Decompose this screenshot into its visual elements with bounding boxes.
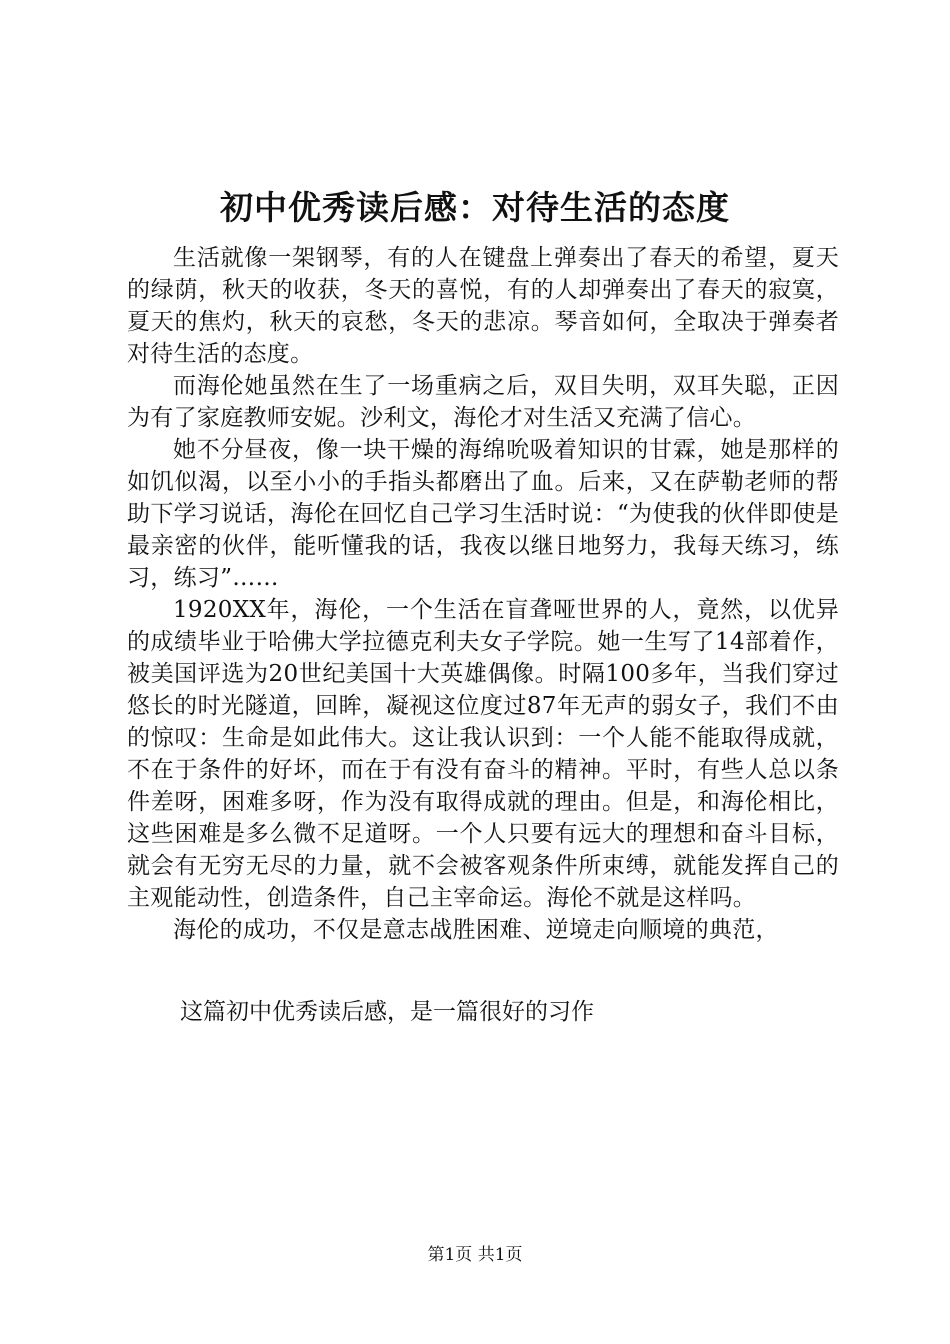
page-footer: 第1页 共1页 xyxy=(427,1245,523,1265)
paragraph: 海伦的成功，不仅是意志战胜困难、逆境走向顺境的典范， xyxy=(173,917,779,943)
closing-comment: 这篇初中优秀读后感，是一篇很好的习作 xyxy=(180,999,594,1025)
paragraph: 1920XX年，海伦，一个生活在盲聋哑世界的人，竟然，以优异的成绩毕业于哈佛大学拉德克利夫女子学院。她一生写了14部着作，被美国评选为20世纪美国十大英雄偶像。时隔100多年，当我们穿过悠长的时光隧道，回眸，凝视这位度过87年无声的弱女子，我们不由的惊叹：生命是如此伟大。这让我认识到：一个人能不能取得成就，不在于条件的好坏，而在于有没有奋斗的精神。平时，有些人总以条件差呀，困难多呀，作为没有取得成就的理由。但是，和海伦相比，这些困难是多么微不足道呀。一个人只要有远大的理想和奋斗目标，就会有无穷无尽的力量，就不会被客观条件所束缚，就能发挥自己的主观能动性，创造条件，自己主宰命运。海伦不就是这样吗。 xyxy=(127,597,839,911)
paragraph: 而海伦她虽然在生了一场重病之后，双目失明，双耳失聪，正因为有了家庭教师安妮。沙利文，海伦才对生活又充满了信心。 xyxy=(127,373,839,431)
document-body xyxy=(127,242,839,946)
paragraph: 她不分昼夜，像一块干燥的海绵吮吸着知识的甘霖，她是那样的如饥似渴，以至小小的手指头都磨出了血。后来，又在萨勒老师的帮助下学习说话，海伦在回忆自己学习生活时说：“为使我的伙伴即使是最亲密的伙伴，能听懂我的话，我夜以继日地努力，我每天练习，练习，练习”…… xyxy=(127,437,839,591)
paragraph: 生活就像一架钢琴，有的人在键盘上弹奏出了春天的希望，夏天的绿荫，秋天的收获，冬天的喜悦，有的人却弹奏出了春天的寂寞，夏天的焦灼，秋天的哀愁，冬天的悲凉。琴音如何，全取决于弹奏者对待生活的态度。 xyxy=(127,245,839,367)
document-title: 初中优秀读后感：对待生活的态度 xyxy=(220,188,730,227)
